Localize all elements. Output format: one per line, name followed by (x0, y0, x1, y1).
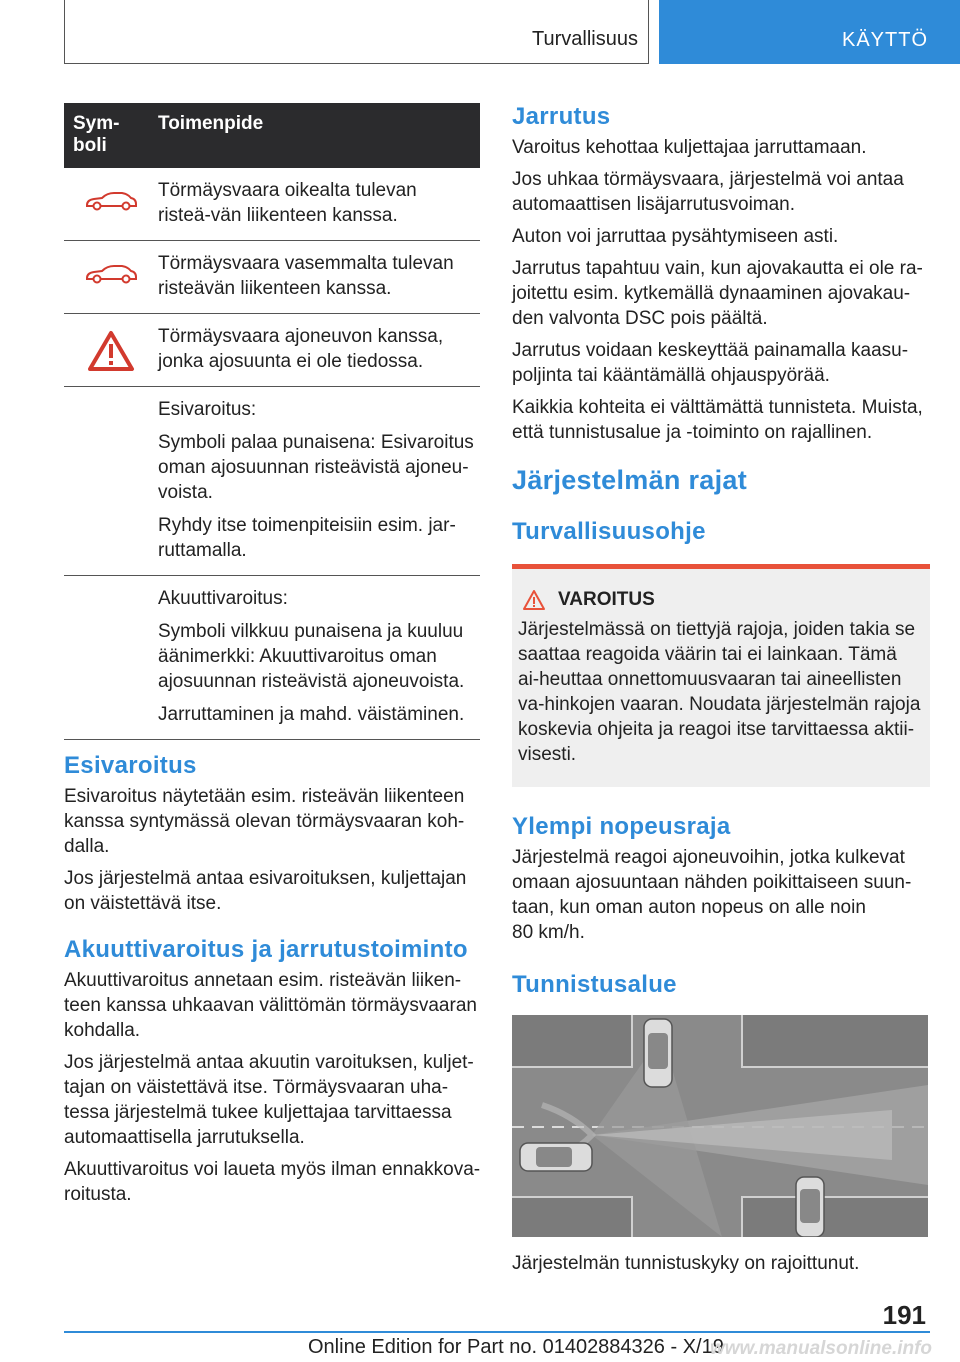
paragraph: Akuuttivaroitus voi laueta myös ilman ennakkova-roitusta. (64, 1159, 481, 1205)
table-row (64, 387, 480, 576)
car-side-icon (84, 263, 138, 285)
heading-jarjestelman-rajat: Järjestelmän rajat (512, 465, 748, 495)
paragraph: Auton voi jarruttaa pysähtymiseen asti. (512, 226, 839, 247)
left-column (64, 752, 482, 1214)
symbol-table (64, 103, 480, 740)
table-cell-text: Akuuttivaroitus: (158, 588, 288, 609)
paragraph: Jarrutus tapahtuu vain, kun ajovakautta ei ole ra-joitettu esim. kytkemällä dynaaminen ajovakau-den valvonta DSC pois päältä. (512, 258, 923, 329)
table-header-action: Toimenpide (158, 113, 264, 134)
table-header-symbol: Sym- boli (73, 113, 120, 156)
paragraph: 80 km/h. (512, 922, 585, 943)
table-cell-text: Symboli vilkkuu punaisena ja kuuluu äänimerkki: Akuuttivaroitus oman ajosuunnan risteävistä ajoneuvoista. (158, 621, 465, 692)
table-cell-text: Ryhdy itse toimenpiteisiin esim. jar-ruttamalla. (158, 515, 456, 561)
warning-box (512, 564, 930, 787)
warning-text: Järjestelmässä on tiettyjä rajoja, joiden takia se saattaa reagoida väärin tai ei lainkaan. Tämä ai-heuttaa onnettomuusvaaran tai aineellisten va-hinkojen vaaran. Noudata järjestelmän rajoja koskevia ohjeita ja reagoi itse tarvittaessa aktii-visesti. (518, 619, 921, 765)
table-row (64, 241, 480, 314)
heading-turvallisuusohje: Turvallisuusohje (512, 518, 706, 545)
warning-title: VAROITUS (558, 589, 655, 610)
heading-ylempi-nopeusraja: Ylempi nopeusraja (512, 813, 731, 840)
table-row (64, 314, 480, 387)
intersection-diagram (512, 1015, 928, 1237)
header-chapter-tab (659, 0, 960, 64)
table-cell-text: Törmäysvaara ajoneuvon kanssa, jonka ajosuunta ei ole tiedossa. (158, 326, 444, 372)
paragraph: Varoitus kehottaa kuljettajaa jarruttamaan. (512, 137, 867, 158)
heading-tunnistusalue: Tunnistusalue (512, 971, 677, 998)
table-header (64, 103, 480, 168)
header-box (64, 0, 649, 64)
heading-akuuttivaroitus: Akuuttivaroitus ja jarrutustoiminto (64, 936, 468, 963)
footer-watermark: www.manualsonline.info (710, 1338, 933, 1359)
table-cell-text: Törmäysvaara oikealta tulevan risteä-vän liikenteen kanssa. (158, 180, 417, 226)
table-cell-text: Jarruttaminen ja mahd. väistäminen. (158, 704, 465, 725)
table-row (64, 168, 480, 241)
table-row (64, 576, 480, 740)
table-cell-text: Törmäysvaara vasemmalta tulevan risteävän liikenteen kanssa. (158, 253, 454, 299)
warning-triangle-icon (522, 589, 546, 611)
header-section-title: Turvallisuus (532, 28, 638, 50)
detection-area-figure (512, 1015, 928, 1237)
header-chapter-label: KÄYTTÖ (841, 29, 928, 51)
heading-esivaroitus: Esivaroitus (64, 752, 197, 779)
table-cell-text: Esivaroitus: (158, 399, 257, 420)
footer-edition: Online Edition for Part no. 01402884326 - X/19 (308, 1336, 724, 1358)
right-column (512, 103, 930, 1283)
paragraph: Akuuttivaroitus annetaan esim. risteävän liiken-teen kanssa uhkaavan välittömän törmäysvaaran kohdalla. (64, 970, 477, 1041)
paragraph: Esivaroitus näytetään esim. risteävän liikenteen kanssa syntymässä olevan törmäysvaaran koh-dalla. (64, 786, 465, 857)
warning-triangle-icon (87, 330, 135, 372)
footer-divider (64, 1331, 930, 1333)
figure-caption: Järjestelmän tunnistuskyky on rajoittunut. (512, 1253, 860, 1274)
paragraph: Kaikkia kohteita ei välttämättä tunnisteta. Muista, että tunnistusalue ja -toiminto on rajallinen. (512, 397, 923, 443)
page-number: 191 (882, 1300, 926, 1330)
paragraph: Jarrutus voidaan keskeyttää painamalla kaasu-poljinta tai kääntämällä ohjauspyörää. (512, 340, 909, 386)
heading-jarrutus: Jarrutus (512, 103, 611, 130)
table-cell-text: Symboli palaa punaisena: Esivaroitus oman ajosuunnan risteävistä ajoneu-voista. (158, 432, 474, 503)
paragraph: Jos järjestelmä antaa akuutin varoituksen, kuljet-tajan on väistettävä itse. Törmäysvaaran uha-tessa järjestelmä tukee kuljettajaa tarvittaessa automaattisella jarrutuksella. (64, 1052, 474, 1148)
paragraph: Jos uhkaa törmäysvaara, järjestelmä voi antaa automaattisen lisäjarrutusvoiman. (512, 169, 904, 215)
paragraph: Jos järjestelmä antaa esivaroituksen, kuljettajan on väistettävä itse. (64, 868, 467, 914)
paragraph: Järjestelmä reagoi ajoneuvoihin, jotka kulkevat omaan ajosuuntaan nähden poikittaiseen suun-taan, kun oman auton nopeus on alle noin (512, 847, 912, 918)
car-side-icon (84, 190, 138, 212)
